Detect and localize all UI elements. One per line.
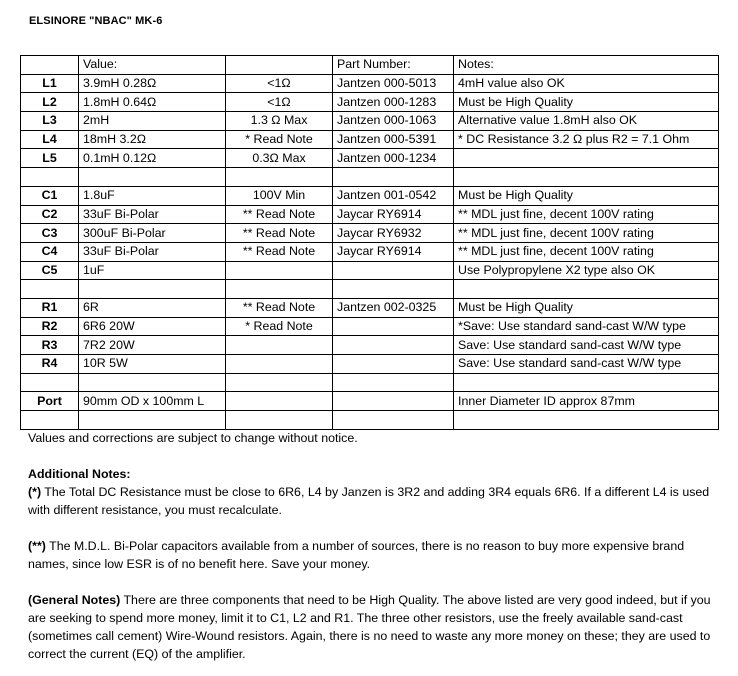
row-spec: * Read Note — [226, 317, 333, 336]
additional-notes-heading — [28, 465, 718, 483]
row-note: Save: Use standard sand-cast W/W type — [454, 336, 719, 355]
row-value: 1uF — [79, 261, 226, 280]
row-value: 33uF Bi-Polar — [79, 205, 226, 224]
table-row-l5 — [21, 149, 719, 168]
notes-section — [28, 429, 718, 663]
note-1-text: The Total DC Resistance must be close to 6R6, L4 by Janzen is 3R2 and adding 3R4 equals 6R6. If a different L4 is used with different resistance, you must recalculate. — [28, 485, 710, 517]
row-spec: ** Read Note — [226, 224, 333, 243]
row-note: ** MDL just fine, decent 100V rating — [454, 224, 719, 243]
row-value: 1.8uF — [79, 186, 226, 205]
table-spacer-row — [21, 280, 719, 299]
table-row-c2 — [21, 205, 719, 224]
spacer-cell — [333, 373, 454, 392]
note-1-marker: (*) — [28, 485, 42, 499]
row-label: L5 — [21, 149, 79, 168]
table-row-r3 — [21, 336, 719, 355]
row-spec: ** Read Note — [226, 298, 333, 317]
header-value: Value: — [79, 56, 226, 75]
spacer — [28, 573, 718, 591]
row-label: C4 — [21, 242, 79, 261]
row-note: 4mH value also OK — [454, 74, 719, 93]
row-label: R3 — [21, 336, 79, 355]
row-spec: <1Ω — [226, 93, 333, 112]
row-part-number: Jantzen 000-5391 — [333, 130, 454, 149]
row-part-number: Jaycar RY6914 — [333, 205, 454, 224]
row-note: ** MDL just fine, decent 100V rating — [454, 242, 719, 261]
row-note: * DC Resistance 3.2 Ω plus R2 = 7.1 Ohm — [454, 130, 719, 149]
spacer-cell — [79, 373, 226, 392]
spacer-cell — [226, 411, 333, 430]
row-note: Inner Diameter ID approx 87mm — [454, 392, 719, 411]
row-part-number: Jantzen 000-1283 — [333, 93, 454, 112]
spacer — [28, 447, 718, 465]
table-spacer-row — [21, 168, 719, 187]
row-value: 2mH — [79, 112, 226, 131]
row-spec — [226, 336, 333, 355]
header-label-cell — [21, 56, 79, 75]
row-part-number — [333, 317, 454, 336]
row-value: 0.1mH 0.12Ω — [79, 149, 226, 168]
note-2 — [28, 537, 718, 573]
spacer-cell — [333, 168, 454, 187]
heading-text: Additional Notes: — [28, 467, 131, 481]
row-value: 10R 5W — [79, 355, 226, 374]
row-spec — [226, 261, 333, 280]
row-spec: 100V Min — [226, 186, 333, 205]
spacer-cell — [79, 168, 226, 187]
spacer — [28, 519, 718, 537]
row-label: C2 — [21, 205, 79, 224]
row-part-number: Jantzen 000-1063 — [333, 112, 454, 131]
row-label: R2 — [21, 317, 79, 336]
table-row-c3 — [21, 224, 719, 243]
note-2-marker: (**) — [28, 539, 46, 553]
row-note: *Save: Use standard sand-cast W/W type — [454, 317, 719, 336]
spacer-cell — [226, 168, 333, 187]
row-part-number: Jantzen 002-0325 — [333, 298, 454, 317]
row-value: 300uF Bi-Polar — [79, 224, 226, 243]
row-spec: * Read Note — [226, 130, 333, 149]
row-note: Must be High Quality — [454, 298, 719, 317]
table-row-r2 — [21, 317, 719, 336]
spacer-cell — [79, 280, 226, 299]
spacer-cell — [454, 168, 719, 187]
row-spec: ** Read Note — [226, 205, 333, 224]
spacer-cell — [454, 280, 719, 299]
row-spec — [226, 392, 333, 411]
note-3 — [28, 591, 718, 663]
spacer-cell — [333, 280, 454, 299]
note-1 — [28, 483, 718, 519]
parts-table — [20, 55, 719, 430]
spacer-cell — [21, 411, 79, 430]
row-label: C5 — [21, 261, 79, 280]
row-part-number: Jantzen 001-0542 — [333, 186, 454, 205]
table-row-c1 — [21, 186, 719, 205]
spacer-cell — [21, 373, 79, 392]
row-value: 6R — [79, 298, 226, 317]
row-note: Alternative value 1.8mH also OK — [454, 112, 719, 131]
spacer-cell — [454, 411, 719, 430]
row-value: 33uF Bi-Polar — [79, 242, 226, 261]
table-spacer-row — [21, 373, 719, 392]
row-spec: 0.3Ω Max — [226, 149, 333, 168]
document-title: ELSINORE "NBAC" MK-6 — [29, 15, 163, 27]
spacer-cell — [454, 373, 719, 392]
row-part-number — [333, 392, 454, 411]
row-part-number: Jaycar RY6914 — [333, 242, 454, 261]
row-note: Use Polypropylene X2 type also OK — [454, 261, 719, 280]
spacer-cell — [21, 168, 79, 187]
table-row-port — [21, 392, 719, 411]
row-label: L4 — [21, 130, 79, 149]
note-3-text: There are three components that need to be High Quality. The above listed are very good indeed, but if you are seeking to spend more money, limit it to C1, L2 and R1. The three other resistors, use the freely available sand-cast (sometimes call cement) Wire-Wound resistors. Again, there is no need to waste any more money on these; they are used to correct the current (EQ) of the amplifier. — [28, 593, 711, 661]
spacer-cell — [226, 280, 333, 299]
row-value: 6R6 20W — [79, 317, 226, 336]
header-spec — [226, 56, 333, 75]
note-2-text: The M.D.L. Bi-Polar capacitors available from a number of sources, there is no reason to buy more expensive brand names, since low ESR is of no benefit here. Save your money. — [28, 539, 685, 571]
row-value: 3.9mH 0.28Ω — [79, 74, 226, 93]
table-row-r4 — [21, 355, 719, 374]
table-row-l1 — [21, 74, 719, 93]
table-row-l4 — [21, 130, 719, 149]
disclaimer-text: Values and corrections are subject to change without notice. — [28, 431, 358, 445]
table-row-c5 — [21, 261, 719, 280]
row-spec — [226, 355, 333, 374]
row-note: Must be High Quality — [454, 186, 719, 205]
row-label: R4 — [21, 355, 79, 374]
row-label: Port — [21, 392, 79, 411]
row-label: L2 — [21, 93, 79, 112]
table-row-l3 — [21, 112, 719, 131]
row-label: C1 — [21, 186, 79, 205]
spacer-cell — [226, 373, 333, 392]
row-spec: ** Read Note — [226, 242, 333, 261]
row-value: 7R2 20W — [79, 336, 226, 355]
row-part-number: Jantzen 000-1234 — [333, 149, 454, 168]
row-note: ** MDL just fine, decent 100V rating — [454, 205, 719, 224]
row-part-number — [333, 261, 454, 280]
row-value: 1.8mH 0.64Ω — [79, 93, 226, 112]
header-part-number: Part Number: — [333, 56, 454, 75]
row-spec: 1.3 Ω Max — [226, 112, 333, 131]
row-note — [454, 149, 719, 168]
row-spec: <1Ω — [226, 74, 333, 93]
row-label: R1 — [21, 298, 79, 317]
note-3-marker: (General Notes) — [28, 593, 121, 607]
row-part-number: Jantzen 000-5013 — [333, 74, 454, 93]
row-value: 90mm OD x 100mm L — [79, 392, 226, 411]
row-label: L1 — [21, 74, 79, 93]
row-part-number — [333, 336, 454, 355]
table-row-l2 — [21, 93, 719, 112]
row-value: 18mH 3.2Ω — [79, 130, 226, 149]
row-part-number: Jaycar RY6932 — [333, 224, 454, 243]
table-row-c4 — [21, 242, 719, 261]
table-header-row — [21, 56, 719, 75]
row-part-number — [333, 355, 454, 374]
row-label: C3 — [21, 224, 79, 243]
row-note: Save: Use standard sand-cast W/W type — [454, 355, 719, 374]
spacer-cell — [333, 411, 454, 430]
spacer-cell — [79, 411, 226, 430]
spacer-cell — [21, 280, 79, 299]
table-row-r1 — [21, 298, 719, 317]
table-spacer-row — [21, 411, 719, 430]
row-label: L3 — [21, 112, 79, 131]
header-notes: Notes: — [454, 56, 719, 75]
row-note: Must be High Quality — [454, 93, 719, 112]
